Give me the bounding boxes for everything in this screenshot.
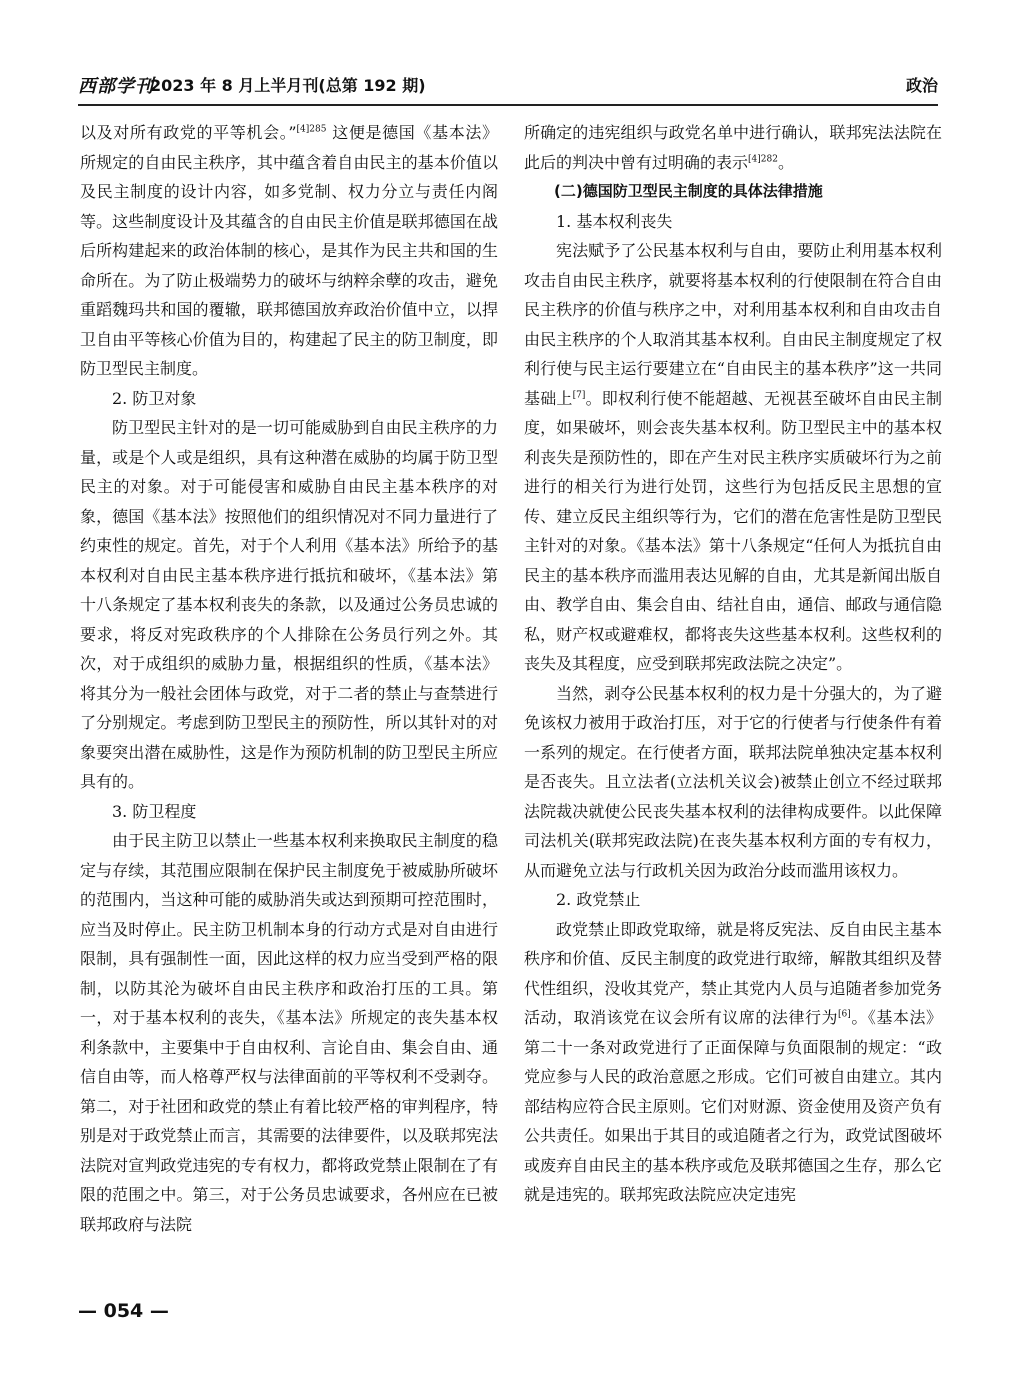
page-number: — 054 — — [78, 1300, 169, 1322]
running-header — [78, 72, 938, 98]
subheading: 1. 基本权利丧失 — [556, 211, 673, 231]
citation: [4]285 — [296, 124, 327, 135]
citation: [6] — [838, 1009, 851, 1020]
paragraph: 以及对所有政党的平等机会。”$^{[4]285}$ 这便是德国《基本法》所规定的自由民主秩序，其中蕴含着自由民主的基本价值以及民主制度的设计内容，如多党制、权力分立与责任内阁等。这些制度设计及其蕴含的自由民主价值是联邦德国在战后所构建起来的政治体制的核心，是其作为民主共和国的生命所在。为了防止极端势力的破坏与纳粹余孽的攻击，避免重蹈魏玛共和国的覆辙，联邦德国放弃政治价值中立，以捍卫自由平等核心价值为目的，构建起了民主的防卫制度，即防卫型民主制度。 — [80, 123, 498, 378]
subheading: 2. 政党禁止 — [556, 890, 641, 909]
journal-title: 西部学刊 — [78, 76, 154, 97]
citation: [4]282 — [748, 154, 778, 165]
subheading: 2. 防卫对象 — [112, 388, 197, 408]
right-column — [524, 118, 942, 1210]
citation: [7] — [572, 390, 586, 401]
issue-info: 2023 年 8 月上半月刊(总第 192 期) — [150, 76, 426, 95]
paragraph: 当然，剥夺公民基本权利的权力是十分强大的，为了避免该权力被用于政治打压，对于它的行使者与行使条件有着一系列的规定。在行使者方面，联邦法院单独决定基本权利是否丧失。且立法者(立法机关议会)被禁止创立不经过联邦法院裁决就使公民丧失基本权利的法律构成要件。以此保障司法机关(联邦宪政法院)在丧失基本权利方面的专有权力，从而避免立法与行政机关因为政治分歧而滥用该权力。 — [524, 683, 942, 880]
subheading: 3. 防卫程度 — [112, 801, 197, 821]
header-rule — [78, 104, 938, 106]
section-name: 政治 — [905, 76, 938, 95]
left-column — [80, 118, 498, 1239]
paragraph: 所确定的违宪组织与政党名单中进行确认，联邦宪法法院在此后的判决中曾有过明确的表示$^{[4]282}$。 — [524, 123, 942, 172]
paragraph: 防卫型民主针对的是一切可能威胁到自由民主秩序的力量，或是个人或是组织，具有这种潜在威胁的均属于防卫型民主的对象。对于可能侵害和威胁自由民主基本秩序的对象，德国《基本法》按照他们的组织情况对不同力量进行了约束性的规定。首先，对于个人利用《基本法》所给予的基本权利对自由民主基本秩序进行抵抗和破坏，《基本法》第十八条规定了基本权利丧失的条款，以及通过公务员忠诚的要求，将反对宪政秩序的个人排除在公务员行列之外。其次，对于成组织的威胁力量，根据组织的性质，《基本法》将其分为一般社会团体与政党，对于二者的禁止与查禁进行了分别规定。考虑到防卫型民主的预防性，所以其针对的对象要突出潜在威胁性，这是作为预防机制的防卫型民主所应具有的。 — [80, 418, 498, 791]
paragraph: 宪法赋予了公民基本权利与自由，要防止利用基本权利攻击自由民主秩序，就要将基本权利的行使限制在符合自由民主秩序的价值与秩序之中，对利用基本权利和自由攻击自由民主秩序的个人取消其基本权利。自由民主制度规定了权利行使与民主运行要建立在“自由民主的基本秩序”这一共同基础上[7]。即权利行使不能超越、无视甚至破坏自由民主制度，如果破坏，则会丧失基本权利。防卫型民主中的基本权利丧失是预防性的，即在产生对民主秩序实质破坏行为之前进行的相关行为进行处罚，这些行为包括反民主思想的宣传、建立反民主组织等行为，它们的潜在危害性是防卫型民主针对的对象。《基本法》第十八条规定“任何人为抵抗自由民主的基本秩序而滥用表达见解的自由，尤其是新闻出版自由、教学自由、集会自由、结社自由，通信、邮政与通信隐私，财产权或避难权，都将丧失这些基本权利。这些权利的丧失及其程度，应受到联邦宪政法院之决定”。 — [524, 241, 942, 673]
section-heading: (二)德国防卫型民主制度的具体法律措施 — [554, 182, 823, 200]
paragraph: 政党禁止即政党取缔，就是将反宪法、反自由民主基本秩序和价值、反民主制度的政党进行取缔，解散其组织及替代性组织，没收其党产，禁止其党内人员与追随者参加党务活动，取消该党在议会所有议席的法律行为[6]。《基本法》第二十一条对政党进行了正面保障与负面限制的规定：“政党应参与人民的政治意愿之形成。它们可被自由建立。其内部结构应符合民主原则。它们对财源、资金使用及资产负有公共责任。如果出于其目的或追随者之行为，政党试图破坏或废弃自由民主的基本秩序或危及联邦德国之生存，那么它就是违宪的。联邦宪政法院应决定违宪 — [524, 919, 942, 1204]
paragraph: 由于民主防卫以禁止一些基本权利来换取民主制度的稳定与存续，其范围应限制在保护民主制度免于被威胁所破坏的范围内，当这种可能的威胁消失或达到预期可控范围时，应当及时停止。民主防卫机制本身的行动方式是对自由进行限制，具有强制性一面，因此这样的权力应当受到严格的限制，以防其沦为破坏自由民主秩序和政治打压的工具。第一，对于基本权利的丧失，《基本法》所规定的丧失基本权利条款中，主要集中于自由权利、言论自由、集会自由、通信自由等，而人格尊严权与法律面前的平等权利不受剥夺。第二，对于社团和政党的禁止有着比较严格的审判程序，特别是对于政党禁止而言，其需要的法律要件，以及联邦宪法法院对宣判政党违宪的专有权力，都将政党禁止限制在了有限的范围之中。第三，对于公务员忠诚要求，各州应在已被联邦政府与法院 — [80, 831, 498, 1234]
